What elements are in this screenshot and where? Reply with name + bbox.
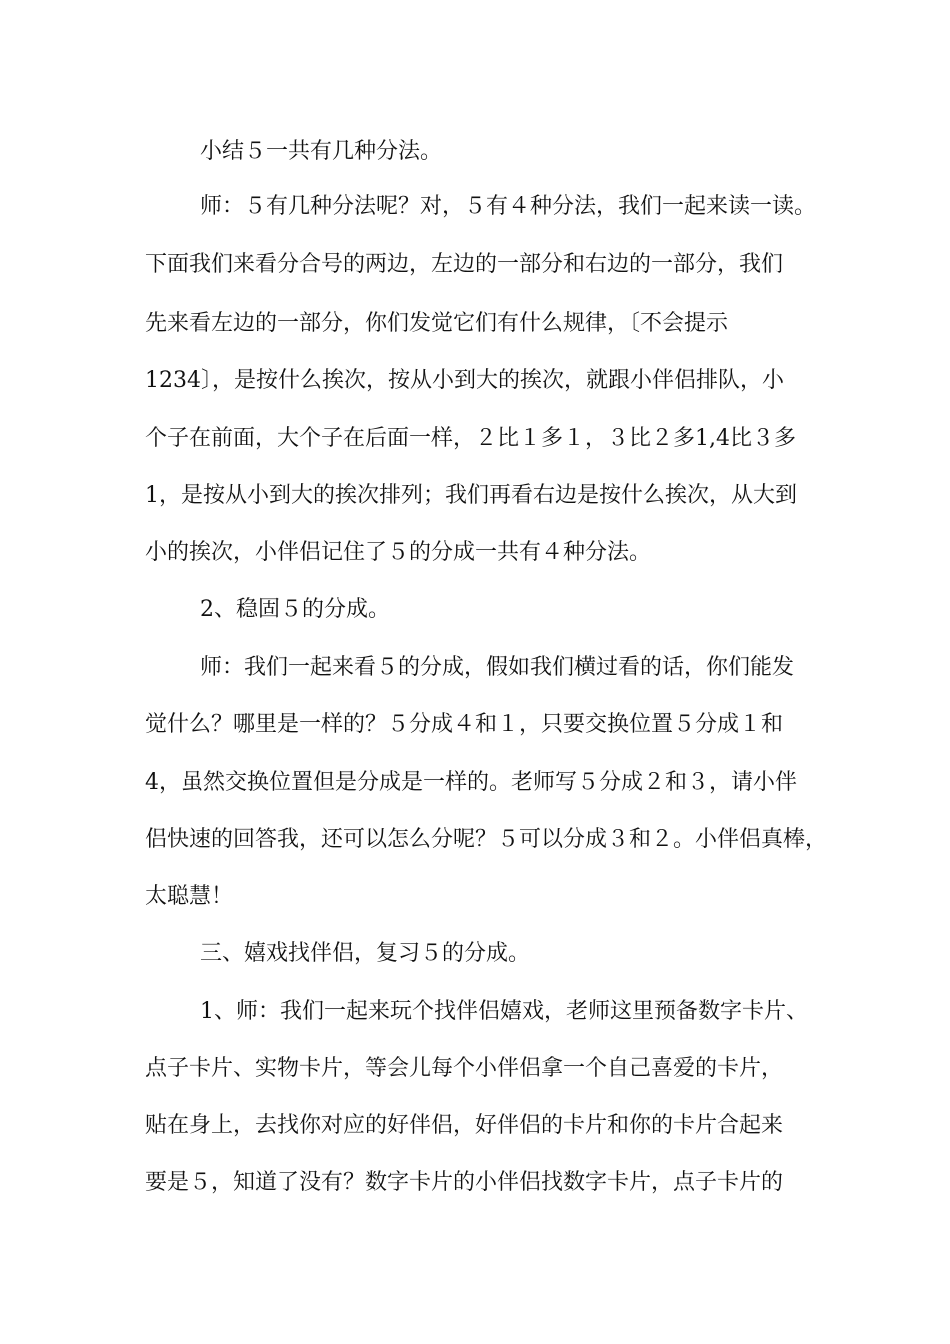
text-line: 师：５有几种分法呢？对，５有４种分法，我们一起来读一读。 xyxy=(200,194,817,219)
text-line: 1234〕，是按什么挨次，按从小到大的挨次，就跟小伴侣排队，小 xyxy=(145,368,784,393)
text-line: 三、嬉戏找伴侣，复习５的分成。 xyxy=(200,941,531,966)
text-line: 下面我们来看分合号的两边，左边的一部分和右边的一部分，我们 xyxy=(145,252,784,277)
text-line: 觉什么？哪里是一样的？５分成４和１，只要交换位置５分成１和 xyxy=(145,712,784,737)
text-line: 小的挨次，小伴侣记住了５的分成一共有４种分法。 xyxy=(145,540,652,565)
text-line: 小结５一共有几种分法。 xyxy=(200,139,443,164)
text-line: 太聪慧！ xyxy=(145,884,234,909)
text-line: 侣快速的回答我，还可以怎么分呢？５可以分成３和２。小伴侣真棒， xyxy=(145,827,828,852)
text-line: 1，是按从小到大的挨次排列；我们再看右边是按什么挨次，从大到 xyxy=(145,483,797,508)
text-line: 要是５，知道了没有？数字卡片的小伴侣找数字卡片，点子卡片的 xyxy=(145,1170,784,1195)
text-line: 贴在身上，去找你对应的好伴侣，好伴侣的卡片和你的卡片合起来 xyxy=(145,1113,784,1138)
text-line: 1、师：我们一起来玩个找伴侣嬉戏，老师这里预备数字卡片、 xyxy=(200,999,808,1024)
text-line: 师：我们一起来看５的分成，假如我们横过看的话，你们能发 xyxy=(200,655,795,680)
text-line: 4，虽然交换位置但是分成是一样的。老师写５分成２和３，请小伴 xyxy=(145,770,797,795)
text-line: 点子卡片、实物卡片，等会儿每个小伴侣拿一个自己喜爱的卡片， xyxy=(145,1056,784,1081)
text-line: 2、稳固５的分成。 xyxy=(200,597,390,622)
text-line: 先来看左边的一部分，你们发觉它们有什么规律，〔不会提示 xyxy=(145,311,729,336)
text-line: 个子在前面，大个子在后面一样，２比１多１，３比２多1,4比３多 xyxy=(145,426,796,451)
